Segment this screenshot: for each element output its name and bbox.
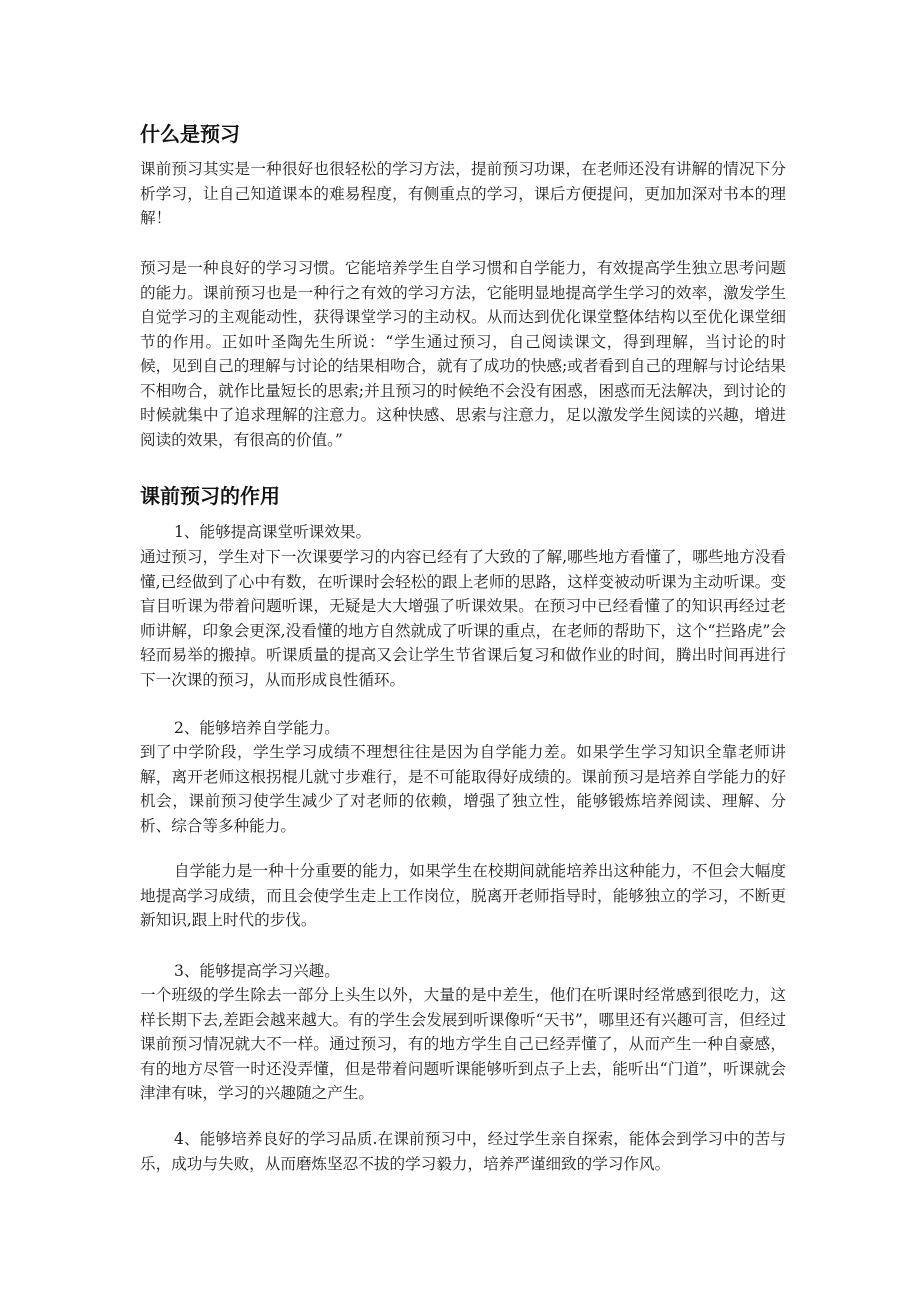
- list-item-body-3: 一个班级的学生除去一部分上头生以外，大量的是中差生，他们在听课时经常感到很吃力，这样长期下去,差距会越来越大。有的学生会发展到听课像听“天书”，哪里还有兴趣可言，但经过课前预习情况就大不一样。通过预习，有的地方学生自己已经弄懂了，从而产生一种自豪感，有的地方尽管一时还没弄懂，但是带着问题听课能够听到点子上去，能听出“门道”，听课就会津津有味，学习的兴趣随之产生。: [140, 986, 786, 1102]
- paragraph-intro: 课前预习其实是一种很好也很轻松的学习方法，提前预习功课，在老师还没有讲解的情况下分析学习，让自己知道课本的难易程度，有侧重点的学习，课后方便提问，更加加深对书本的理解！: [140, 160, 786, 227]
- section-title-what-is-preview: 什么是预习: [140, 122, 240, 146]
- list-item-heading-1: 1、能够提高课堂听课效果。: [174, 523, 372, 541]
- list-item-body-2: 到了中学阶段，学生学习成绩不理想往往是因为自学能力差。如果学生学习知识全靠老师讲解，离开老师这根拐棍儿就寸步难行，是不可能取得好成绩的。课前预习是培养自学能力的好机会，课前预习使学生减少了对老师的依赖，增强了独立性，能够锻炼培养阅读、理解、分析、综合等多种能力。: [140, 743, 786, 835]
- list-item-body-4: 4、能够培养良好的学习品质.在课前预习中，经过学生亲自探索，能体会到学习中的苦与乐，成功与失败，从而磨炼坚忍不拔的学习毅力，培养严谨细致的学习作风。: [140, 1130, 786, 1173]
- list-item-heading-3: 3、能够提高学习兴趣。: [174, 962, 340, 980]
- section-title-role-of-preview: 课前预习的作用: [140, 484, 280, 508]
- list-item-body-1: 通过预习，学生对下一次课要学习的内容已经有了大致的了解,哪些地方看懂了，哪些地方没看懂,已经做到了心中有数，在听课时会轻松的跟上老师的思路，这样变被动听课为主动听课。变盲目听课为带着问题听课，无疑是大大增强了听课效果。在预习中已经看懂了的知识再经过老师讲解，印象会更深,没看懂的地方自然就成了听课的重点，在老师的帮助下，这个“拦路虎”会轻而易举的搬掉。听课质量的提高又会让学生节省课后复习和做作业的时间，腾出时间再进行下一次课的预习，从而形成良性循环。: [140, 548, 786, 689]
- list-item-body-2-extra: 自学能力是一种十分重要的能力，如果学生在校期间就能培养出这种能力，不但会大幅度地提高学习成绩，而且会使学生走上工作岗位，脱离开老师指导时，能够独立的学习，不断更新知识,跟上时代的步伐。: [140, 862, 786, 929]
- paragraph-habit: 预习是一种良好的学习习惯。它能培养学生自学习惯和自学能力，有效提高学生独立思考问题的能力。课前预习也是一种行之有效的学习方法，它能明显地提高学生学习的效率，激发学生自觉学习的主观能动性，获得课堂学习的主动权。从而达到优化课堂整体结构以至优化课堂细节的作用。正如叶圣陶先生所说：“学生通过预习，自己阅读课文，得到理解，当讨论的时候，见到自己的理解与讨论的结果相吻合，就有了成功的快感;或者看到自己的理解与讨论结果不相吻合，就作比量短长的思索;并且预习的时候绝不会没有困惑，困惑而无法解决，到讨论的时候就集中了追求理解的注意力。这种快感、思索与注意力，足以激发学生阅读的兴趣，增进阅读的效果，有很高的价值。”: [140, 259, 786, 449]
- list-item-heading-2: 2、能够培养自学能力。: [174, 719, 340, 737]
